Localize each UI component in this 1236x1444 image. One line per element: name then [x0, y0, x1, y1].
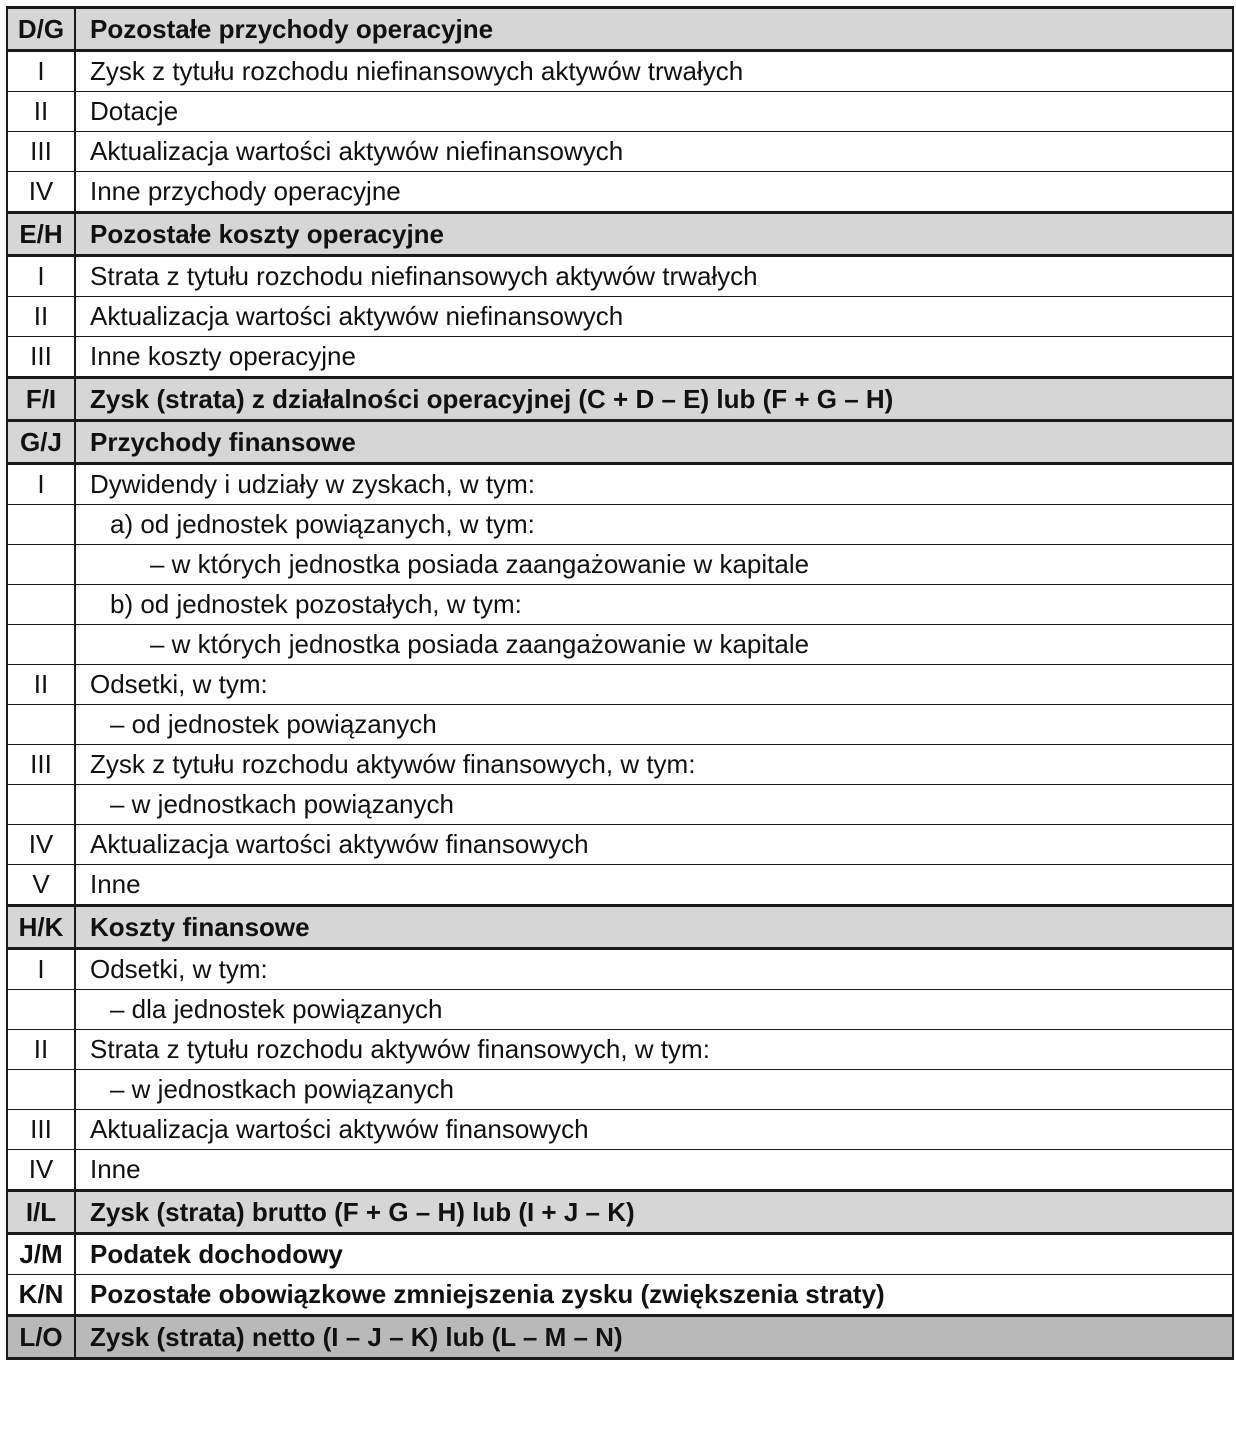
- row-label: – dla jednostek powiązanych: [75, 990, 1233, 1030]
- row-label: Pozostałe przychody operacyjne: [75, 8, 1233, 51]
- row-label: b) od jednostek pozostałych, w tym:: [75, 585, 1233, 625]
- statement-row: [7, 865, 1233, 906]
- row-code: III: [7, 337, 75, 378]
- row-code: L/O: [7, 1316, 75, 1359]
- statement-section-row: [7, 421, 1233, 464]
- row-label: – w których jednostka posiada zaangażowanie w kapitale: [75, 625, 1233, 665]
- row-code: II: [7, 297, 75, 337]
- row-label: Inne: [75, 865, 1233, 906]
- statement-row: [7, 705, 1233, 745]
- row-code: IV: [7, 172, 75, 213]
- row-code: J/M: [7, 1234, 75, 1275]
- row-label: Pozostałe obowiązkowe zmniejszenia zysku (zwiększenia straty): [75, 1275, 1233, 1316]
- statement-section-row: [7, 906, 1233, 949]
- row-label: – w jednostkach powiązanych: [75, 785, 1233, 825]
- statement-row: [7, 92, 1233, 132]
- statement-row: [7, 1070, 1233, 1110]
- row-label: Aktualizacja wartości aktywów niefinansowych: [75, 132, 1233, 172]
- row-code: [7, 990, 75, 1030]
- row-code: III: [7, 132, 75, 172]
- row-label: – w jednostkach powiązanych: [75, 1070, 1233, 1110]
- statement-row: [7, 1030, 1233, 1070]
- statement-section-row: [7, 8, 1233, 51]
- statement-section-row: [7, 213, 1233, 256]
- row-code: I: [7, 51, 75, 92]
- row-label: Przychody finansowe: [75, 421, 1233, 464]
- row-code: [7, 1070, 75, 1110]
- row-code: E/H: [7, 213, 75, 256]
- statement-row: [7, 464, 1233, 505]
- row-code: F/I: [7, 378, 75, 421]
- row-code: V: [7, 865, 75, 906]
- statement-row: [7, 256, 1233, 297]
- row-label: – od jednostek powiązanych: [75, 705, 1233, 745]
- statement-row: [7, 625, 1233, 665]
- row-label: Zysk z tytułu rozchodu niefinansowych aktywów trwałych: [75, 51, 1233, 92]
- row-label: Koszty finansowe: [75, 906, 1233, 949]
- row-label: a) od jednostek powiązanych, w tym:: [75, 505, 1233, 545]
- statement-row: [7, 172, 1233, 213]
- statement-row: [7, 825, 1233, 865]
- statement-row: [7, 990, 1233, 1030]
- row-label: Strata z tytułu rozchodu aktywów finansowych, w tym:: [75, 1030, 1233, 1070]
- statement-section-row: [7, 1316, 1233, 1359]
- row-code: I: [7, 256, 75, 297]
- row-label: Pozostałe koszty operacyjne: [75, 213, 1233, 256]
- income-statement-table: [6, 6, 1234, 1360]
- row-code: D/G: [7, 8, 75, 51]
- statement-section-row: [7, 378, 1233, 421]
- income-statement-body: [7, 8, 1233, 1359]
- row-code: [7, 625, 75, 665]
- statement-row: [7, 1150, 1233, 1191]
- row-code: III: [7, 745, 75, 785]
- row-code: [7, 585, 75, 625]
- row-label: Aktualizacja wartości aktywów finansowych: [75, 825, 1233, 865]
- row-code: IV: [7, 825, 75, 865]
- row-code: G/J: [7, 421, 75, 464]
- row-code: III: [7, 1110, 75, 1150]
- row-label: Odsetki, w tym:: [75, 665, 1233, 705]
- row-label: Inne koszty operacyjne: [75, 337, 1233, 378]
- row-code: [7, 785, 75, 825]
- row-code: [7, 705, 75, 745]
- statement-section-row: [7, 1275, 1233, 1316]
- statement-section-row: [7, 1234, 1233, 1275]
- statement-row: [7, 1110, 1233, 1150]
- row-code: H/K: [7, 906, 75, 949]
- row-label: Odsetki, w tym:: [75, 949, 1233, 990]
- row-label: Dywidendy i udziały w zyskach, w tym:: [75, 464, 1233, 505]
- row-code: I: [7, 949, 75, 990]
- row-label: Dotacje: [75, 92, 1233, 132]
- row-code: IV: [7, 1150, 75, 1191]
- statement-row: [7, 132, 1233, 172]
- statement-row: [7, 665, 1233, 705]
- statement-row: [7, 297, 1233, 337]
- row-label: Podatek dochodowy: [75, 1234, 1233, 1275]
- row-label: Zysk (strata) netto (I – J – K) lub (L – M – N): [75, 1316, 1233, 1359]
- row-code: [7, 505, 75, 545]
- row-code: [7, 545, 75, 585]
- statement-row: [7, 545, 1233, 585]
- row-code: II: [7, 92, 75, 132]
- statement-row: [7, 585, 1233, 625]
- row-label: Inne przychody operacyjne: [75, 172, 1233, 213]
- row-code: II: [7, 665, 75, 705]
- statement-section-row: [7, 1191, 1233, 1234]
- row-label: Aktualizacja wartości aktywów niefinansowych: [75, 297, 1233, 337]
- row-label: Inne: [75, 1150, 1233, 1191]
- row-code: I: [7, 464, 75, 505]
- row-label: Strata z tytułu rozchodu niefinansowych aktywów trwałych: [75, 256, 1233, 297]
- statement-row: [7, 785, 1233, 825]
- row-label: Zysk (strata) brutto (F + G – H) lub (I + J – K): [75, 1191, 1233, 1234]
- statement-row: [7, 337, 1233, 378]
- row-code: I/L: [7, 1191, 75, 1234]
- row-label: – w których jednostka posiada zaangażowanie w kapitale: [75, 545, 1233, 585]
- row-code: K/N: [7, 1275, 75, 1316]
- row-label: Zysk z tytułu rozchodu aktywów finansowych, w tym:: [75, 745, 1233, 785]
- row-code: II: [7, 1030, 75, 1070]
- row-label: Aktualizacja wartości aktywów finansowych: [75, 1110, 1233, 1150]
- row-label: Zysk (strata) z działalności operacyjnej (C + D – E) lub (F + G – H): [75, 378, 1233, 421]
- statement-row: [7, 745, 1233, 785]
- statement-row: [7, 505, 1233, 545]
- statement-row: [7, 51, 1233, 92]
- statement-row: [7, 949, 1233, 990]
